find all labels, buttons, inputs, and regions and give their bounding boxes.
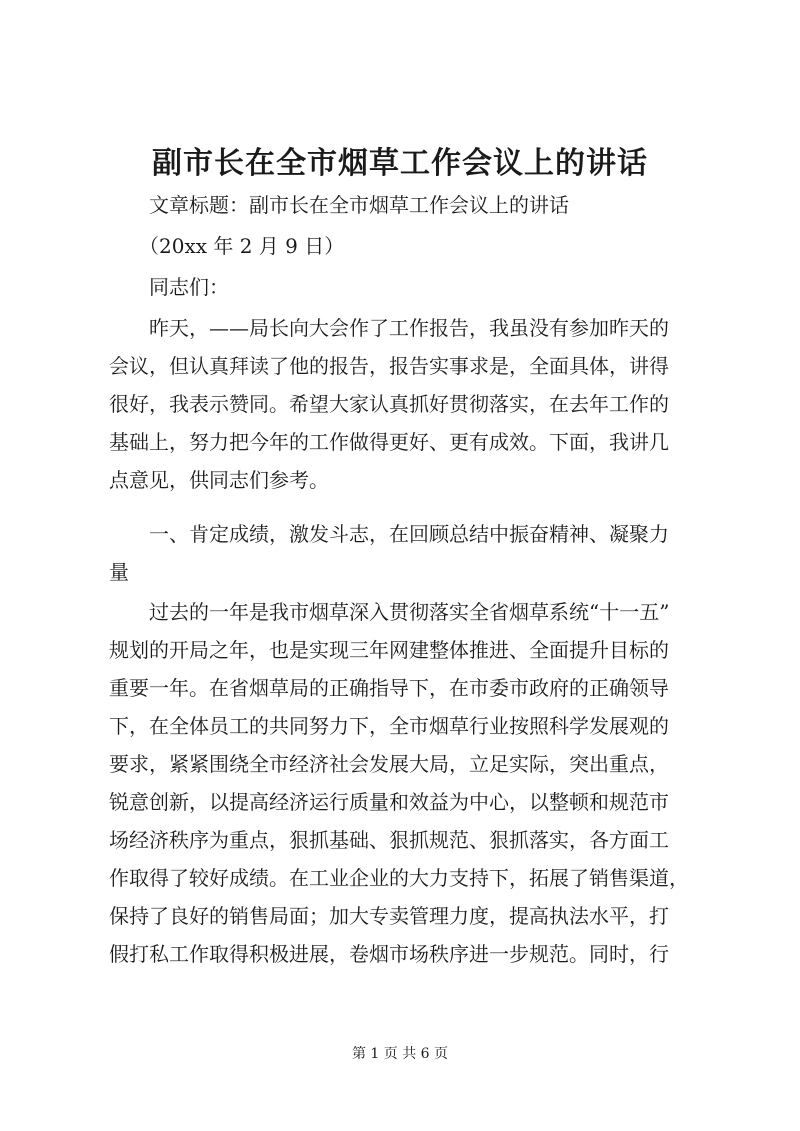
section-heading: 一、肯定成绩，激发斗志，在回顾总结中振奋精神、凝聚力: [109, 522, 669, 546]
section-heading: 量: [109, 560, 129, 584]
body-line: 会议，但认真拜读了他的报告，报告实事求是，全面具体，讲得: [109, 354, 669, 378]
page-number-footer: 第 1 页 共 6 页: [351, 1046, 449, 1062]
body-line: 假打私工作取得积极进展，卷烟市场秩序进一步规范。同时，行: [109, 942, 669, 966]
body-line: 过去的一年是我市烟草深入贯彻落实全省烟草系统“十一五”: [109, 600, 670, 624]
body-line: 锐意创新，以提高经济运行质量和效益为中心，以整顿和规范市: [109, 790, 669, 814]
body-line: 作取得了较好成绩。在工业企业的大力支持下，拓展了销售渠道，: [109, 866, 689, 890]
body-line: 同志们：: [109, 275, 229, 299]
body-line: 文章标题：副市长在全市烟草工作会议上的讲话: [109, 193, 569, 217]
document-title: 副市长在全市烟草工作会议上的讲话: [152, 146, 648, 181]
body-line: 点意见，供同志们参考。: [109, 468, 329, 492]
body-line: 重要一年。在省烟草局的正确指导下，在市委市政府的正确领导: [109, 676, 669, 700]
body-line: （20xx 年 2 月 9 日）: [109, 234, 345, 258]
body-line: 基础上，努力把今年的工作做得更好、更有成效。下面，我讲几: [109, 430, 669, 454]
body-line: 要求，紧紧围绕全市经济社会发展大局，立足实际，突出重点，: [109, 752, 669, 776]
body-line: 场经济秩序为重点，狠抓基础、狠抓规范、狠抓落实，各方面工: [109, 828, 669, 852]
body-line: 规划的开局之年，也是实现三年网建整体推进、全面提升目标的: [109, 638, 669, 662]
body-line: 下，在全体员工的共同努力下，全市烟草行业按照科学发展观的: [109, 714, 669, 738]
body-line: 昨天，——局长向大会作了工作报告，我虽没有参加昨天的: [109, 316, 669, 340]
body-line: 保持了良好的销售局面；加大专卖管理力度，提高执法水平，打: [109, 904, 669, 928]
body-line: 很好，我表示赞同。希望大家认真抓好贯彻落实，在去年工作的: [109, 392, 669, 416]
